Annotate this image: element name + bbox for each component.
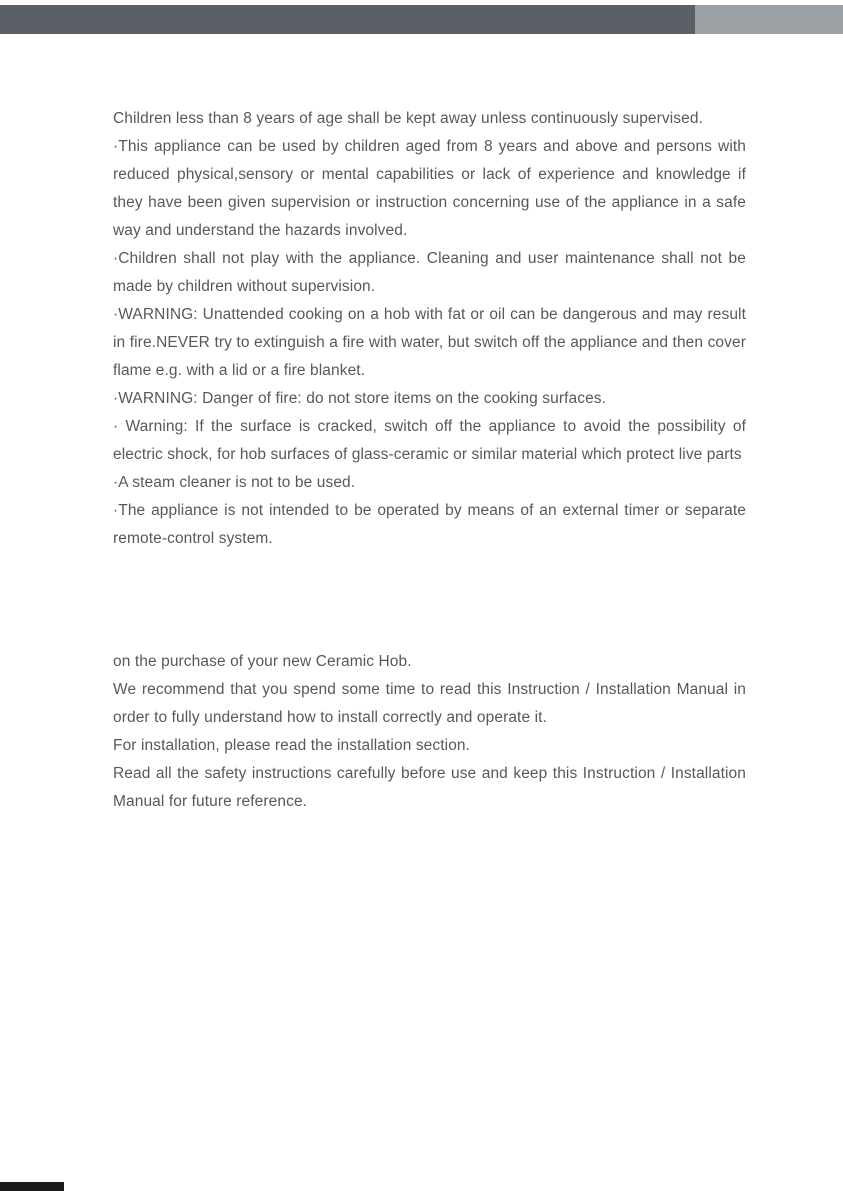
safety-paragraph: ·The appliance is not intended to be operated by means of an external timer or separate remote-control system. <box>113 502 746 547</box>
safety-paragraph: ·A steam cleaner is not to be used. <box>113 474 356 491</box>
safety-paragraph: · Warning: If the surface is cracked, switch off the appliance to avoid the possibility of electric shock, for hob surfaces of glass-ceramic or similar material which protect live parts <box>113 418 746 463</box>
safety-warnings-section <box>113 105 746 553</box>
congratulations-section <box>113 648 746 816</box>
header-bar <box>0 5 843 34</box>
intro-paragraph: For installation, please read the installation section. <box>113 737 471 754</box>
safety-paragraph: ·Children shall not play with the appliance. Cleaning and user maintenance shall not be made by children without supervision. <box>113 250 746 295</box>
page-content <box>0 34 843 816</box>
safety-paragraph: Children less than 8 years of age shall be kept away unless continuously supervised. <box>113 110 703 127</box>
header-accent-block <box>695 5 843 34</box>
intro-paragraph: Read all the safety instructions carefully before use and keep this Instruction / Installation Manual for future reference. <box>113 765 746 810</box>
safety-paragraph: ·WARNING: Unattended cooking on a hob with fat or oil can be dangerous and may result in fire.NEVER try to extinguish a fire with water, but switch off the appliance and then cover flame e.g. with a lid or a fire blanket. <box>113 306 746 379</box>
safety-paragraph: ·WARNING: Danger of fire: do not store items on the cooking surfaces. <box>113 390 607 407</box>
safety-paragraph: ·This appliance can be used by children aged from 8 years and above and persons with reduced physical,sensory or mental capabilities or lack of experience and knowledge if they have been given supervision or instruction concerning use of the appliance in a safe way and understand the hazards involved. <box>113 138 746 239</box>
intro-paragraph: on the purchase of your new Ceramic Hob. <box>113 653 412 670</box>
intro-paragraph: We recommend that you spend some time to read this Instruction / Installation Manual in order to fully understand how to install correctly and operate it. <box>113 681 746 726</box>
page-corner-mark <box>0 1182 64 1191</box>
